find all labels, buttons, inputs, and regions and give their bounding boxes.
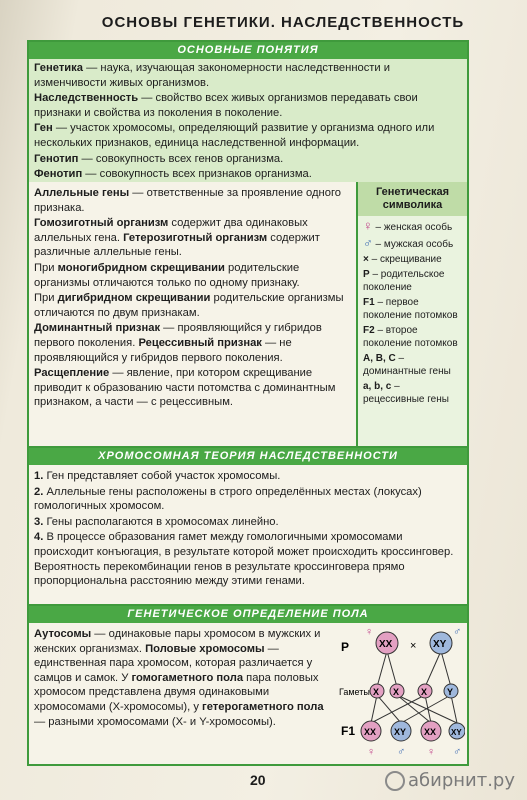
- parent-female-xx: XX: [379, 639, 393, 650]
- gamete-x2: X: [393, 687, 400, 697]
- male-icon: ♂: [453, 626, 462, 638]
- f1-male-2: ♂: [453, 746, 462, 758]
- symbol-recessive: a, b, c – рецессивные гены: [363, 381, 449, 405]
- symbol-f1: F1 – первое поколение потомков: [363, 297, 458, 321]
- sex-text: [29, 623, 339, 729]
- symbol-female: ♀ – женская особь: [363, 218, 453, 233]
- section-header: ХРОМОСОМНАЯ ТЕОРИЯ НАСЛЕДСТВЕННОСТИ: [29, 448, 467, 465]
- gamete-x3: X: [421, 687, 428, 697]
- gamete-x1: X: [373, 687, 380, 697]
- section-header: ОСНОВНЫЕ ПОНЯТИЯ: [29, 42, 467, 59]
- section-header: ГЕНЕТИЧЕСКОЕ ОПРЕДЕЛЕНИЕ ПОЛА: [29, 606, 467, 623]
- item-monohybrid: При моногибридном скрещивании родительские организмы отличаются только по одному признаку.: [34, 261, 300, 289]
- gamete-y: Y: [447, 687, 454, 697]
- term-phenotype: Фенотип — совокупность всех признаков организма.: [34, 168, 312, 181]
- f1-female-2: ♀: [427, 746, 436, 758]
- theory-list: [29, 465, 467, 589]
- theory-item-3: 3. Гены располагаются в хромосомах линейно.: [34, 515, 279, 528]
- theory-item-4: 4. В процессе образования гамет между гомологичными хромосомами происходит конъюгация, в результате которой может происходить кроссинговер. Вероятность перекомбинации генов в результате кроссинговера прямо пропорциональна расстоянию между этими генами.: [34, 531, 454, 588]
- f1-xx-1: XX: [364, 727, 377, 737]
- f1-label: F1: [341, 724, 356, 738]
- terms-list: [29, 59, 467, 182]
- f1-xx-2: XX: [424, 727, 437, 737]
- f1-male-1: ♂: [397, 746, 406, 758]
- symbol-parent: P – родительское поколение: [363, 269, 445, 293]
- theory-item-2: 2. Аллельные гены расположены в строго определённых местах (локусах) гомологичных хромосом.: [34, 485, 422, 513]
- sex-determination-box: [27, 604, 469, 766]
- symbol-cross: × – скрещивание: [363, 254, 442, 265]
- sex-paragraph: Аутосомы — одинаковые пары хромосом в мужских и женских организмах. Половые хромосомы — единственная пара хромосом, которая различается у самцов и самок. У гомогаметного пола пара половых хромосом представлена двумя одинаковыми хромосомами (X-хромосомы), у гетерогаметного пола — разными хромосомами (X- и Y-хромосомы).: [34, 628, 324, 728]
- term-genotype: Генотип — совокупность всех генов организма.: [34, 152, 284, 165]
- theory-item-1: 1. Ген представляет собой участок хромосомы.: [34, 470, 281, 482]
- cross-icon: ×: [410, 640, 417, 652]
- item-segregation: Расщепление — явление, при котором скрещивание приводит к образованию части потомства с доминантным признаком, а части — с рецессивным.: [34, 367, 336, 409]
- gametes-label: Гаметы: [339, 687, 370, 697]
- term-gene: Ген — участок хромосомы, определяющий развитие у организма одного или нескольких признаков, единица наследственной информации.: [34, 122, 435, 149]
- f1-xy-1: XY: [394, 727, 407, 737]
- female-icon: ♀: [365, 626, 374, 638]
- sex-diagram: [339, 625, 465, 761]
- item-homozygous: Гомозиготный организм содержит два одинаковых аллельных гена. Гетерозиготный организм содержит различные аллельные гены.: [34, 217, 320, 259]
- basic-concepts-box: [27, 40, 469, 186]
- item-dihybrid: При дигибридном скрещивании родительские организмы отличаются по двум признакам.: [34, 292, 344, 319]
- symbols-panel: [356, 182, 467, 446]
- symbols-header: Генетическая символика: [358, 182, 467, 216]
- item-allelic: Аллельные гены — ответственные за проявление одного признака.: [34, 187, 342, 214]
- watermark-logo-icon: [385, 771, 405, 791]
- symbols-list: [358, 216, 467, 411]
- p-label: P: [341, 640, 350, 654]
- term-genetics: Генетика — наука, изучающая закономерности наследственности и изменчивости живых организмов.: [34, 62, 391, 89]
- symbol-dominant: A, B, C – доминантные гены: [363, 353, 451, 377]
- item-dominant: Доминантный признак — проявляющийся у гибридов первого поколения. Рецессивный признак — не проявляющийся у гибридов первого поколения.: [34, 322, 322, 364]
- symbol-male: ♂ – мужская особь: [363, 235, 454, 250]
- f1-female-1: ♀: [367, 746, 376, 758]
- watermark: абирнит.ру: [385, 770, 515, 791]
- term-heredity: Наследственность — свойство всех живых организмов передавать свои признаки и свойства из поколения в поколение.: [34, 92, 418, 119]
- parent-male-xy: XY: [433, 639, 447, 650]
- page-title: ОСНОВЫ ГЕНЕТИКИ. НАСЛЕДСТВЕННОСТЬ: [101, 14, 465, 31]
- page-number: 20: [250, 772, 266, 788]
- alleles-text: [29, 182, 357, 410]
- chromosome-theory-box: [27, 446, 469, 606]
- f1-xy-2: XY: [451, 728, 462, 737]
- symbol-f2: F2 – второе поколение потомков: [363, 325, 458, 349]
